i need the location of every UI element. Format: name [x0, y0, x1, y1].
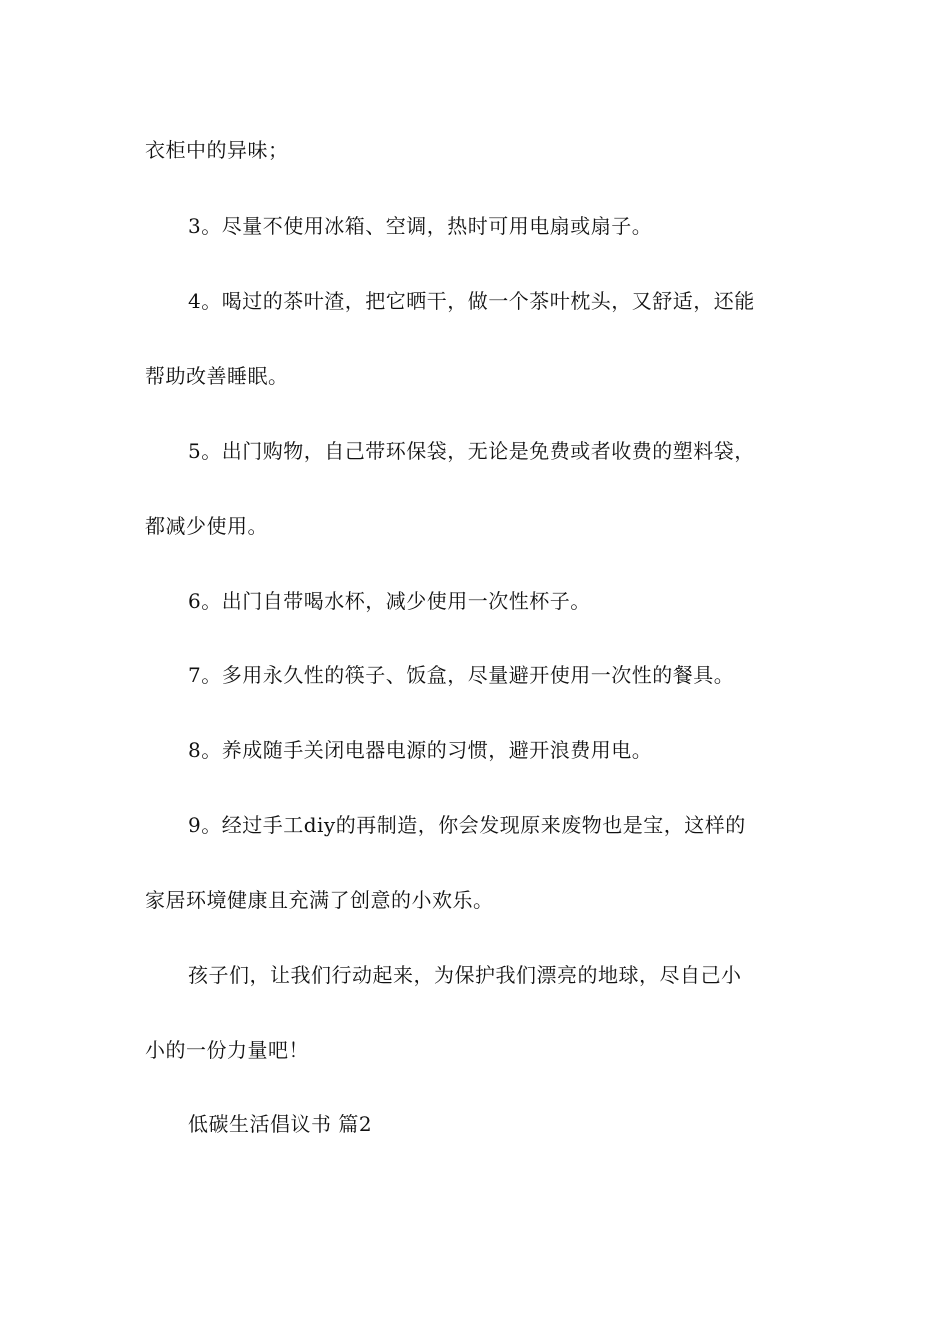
closing-paragraph-continuation: 小的一份力量吧！	[145, 1038, 309, 1062]
closing-paragraph: 孩子们，让我们行动起来，为保护我们漂亮的地球，尽自己小	[188, 963, 742, 987]
list-item-7: 7。多用永久性的筷子、饭盒，尽量避开使用一次性的餐具。	[188, 663, 735, 687]
list-item-4-continuation: 帮助改善睡眠。	[145, 364, 289, 388]
list-item-6: 6。出门自带喝水杯，减少使用一次性杯子。	[188, 589, 591, 613]
section-heading: 低碳生活倡议书 篇2	[188, 1112, 373, 1136]
list-item-5-continuation: 都减少使用。	[145, 514, 268, 538]
paragraph-line: 衣柜中的异味；	[145, 138, 289, 162]
list-item-8: 8。养成随手关闭电器电源的习惯，避开浪费用电。	[188, 738, 653, 762]
list-item-5: 5。出门购物，自己带环保袋，无论是免费或者收费的塑料袋，	[188, 439, 755, 463]
list-item-9: 9。经过手工diy的再制造，你会发现原来废物也是宝，这样的	[188, 813, 746, 837]
list-item-4: 4。喝过的茶叶渣，把它晒干，做一个茶叶枕头，又舒适，还能	[188, 289, 755, 313]
list-item-9-continuation: 家居环境健康且充满了创意的小欢乐。	[145, 888, 494, 912]
list-item-3: 3。尽量不使用冰箱、空调，热时可用电扇或扇子。	[188, 214, 653, 238]
